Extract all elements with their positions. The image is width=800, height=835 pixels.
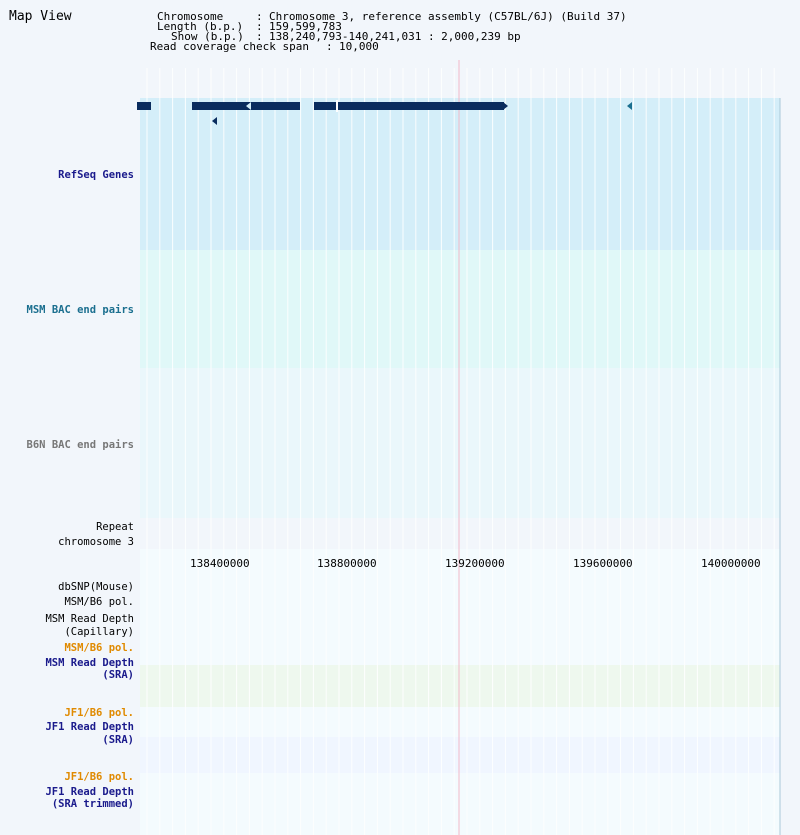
- jf1-b6-pol-label: JF1/B6 pol.: [64, 707, 134, 719]
- axis-tick-label: 139200000: [445, 557, 505, 570]
- msm-depth-capillary-label: MSM Read Depth: [45, 613, 134, 625]
- msm-depth-sra-label: MSM Read Depth: [45, 657, 134, 669]
- b6n-bac-track-bg: [140, 368, 780, 518]
- chromosome-label: chromosome 3: [58, 536, 134, 548]
- repeat-label: Repeat: [96, 521, 134, 533]
- jf1-depth-sra-sublabel: (SRA): [102, 734, 134, 746]
- info-coverage-key: Read coverage check span: [150, 40, 309, 53]
- info-colon: :: [256, 10, 263, 23]
- jf1-depth-trim-sublabel: (SRA trimmed): [51, 798, 134, 810]
- info-chromosome-key: Chromosome: [157, 10, 224, 23]
- msm-bac-label: MSM BAC end pairs: [26, 304, 134, 316]
- info-colon: :: [256, 30, 263, 43]
- info-show-key: Show (b.p.): [171, 30, 244, 43]
- refseq-track-bg: [140, 98, 780, 250]
- axis-tick-label: 139600000: [573, 557, 633, 570]
- info-colon: :: [256, 20, 263, 33]
- msm-b6-pol-label: MSM/B6 pol.: [64, 596, 134, 608]
- jf1-depth-sra-label: JF1 Read Depth: [45, 721, 134, 733]
- msm-sra-bg: [140, 665, 780, 707]
- refseq-genes-label: RefSeq Genes: [58, 169, 134, 181]
- axis-tick-label: 140000000: [701, 557, 761, 570]
- dbsnp-label: dbSNP(Mouse): [58, 581, 134, 593]
- gene-block: [137, 102, 151, 110]
- msm-depth-capillary-sublabel: (Capillary): [64, 626, 134, 638]
- msm-depth-sra-sublabel: (SRA): [102, 669, 134, 681]
- info-colon: :: [326, 40, 333, 53]
- msm-bac-track-bg: [140, 250, 780, 368]
- info-show-value: 138,240,793-140,241,031 : 2,000,239 bp: [269, 30, 521, 43]
- info-length-value: 159,599,783: [269, 20, 342, 33]
- page-title: Map View: [9, 9, 72, 24]
- b6n-bac-label: B6N BAC end pairs: [26, 439, 134, 451]
- info-chromosome-value: Chromosome 3, reference assembly (C57BL/6J) (Build 37): [269, 10, 627, 23]
- axis-tick-label: 138400000: [190, 557, 250, 570]
- info-length-key: Length (b.p.): [157, 20, 244, 33]
- info-coverage-value: 10,000: [339, 40, 379, 53]
- jf1-depth-trim-label: JF1 Read Depth: [45, 786, 134, 798]
- gene-block: [314, 102, 504, 110]
- msm-b6-pol-sra-label: MSM/B6 pol.: [64, 642, 134, 654]
- axis-tick-label: 138800000: [317, 557, 377, 570]
- jf1-b6-pol-trim-label: JF1/B6 pol.: [64, 771, 134, 783]
- jf1-sra-bg: [140, 737, 780, 773]
